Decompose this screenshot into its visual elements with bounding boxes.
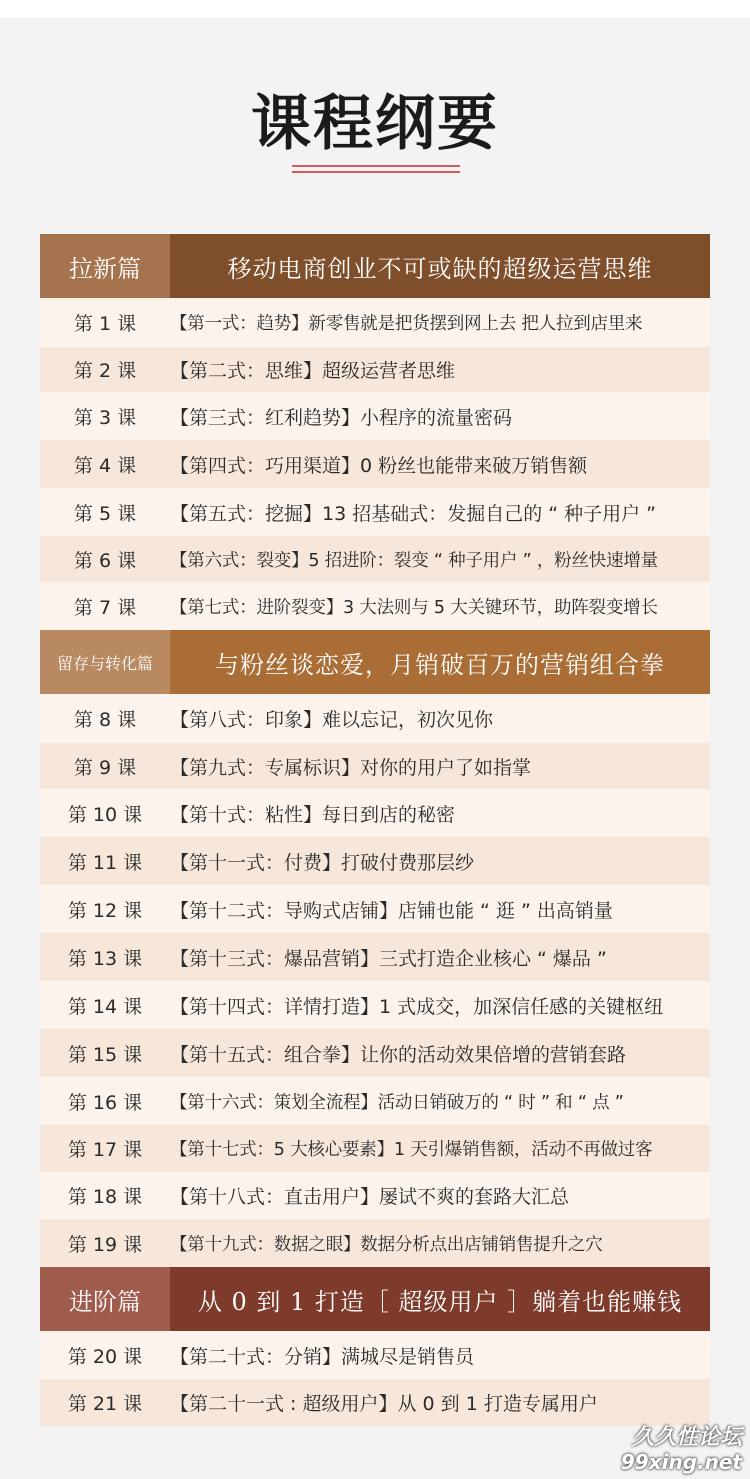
lesson-topic: 【第二式：思维】超级运营者思维 [170, 360, 456, 382]
lesson-number: 第 7 课 [73, 596, 137, 619]
lesson-row [40, 1125, 710, 1172]
section-label: 留存与转化篇 [40, 630, 170, 694]
lesson-row [40, 1029, 710, 1077]
lesson-number: 第 8 课 [73, 709, 137, 731]
lesson-number: 第 12 课 [67, 899, 143, 922]
lesson-row [40, 743, 710, 789]
lesson-number: 第 17 课 [67, 1139, 143, 1161]
lesson-row [40, 488, 710, 536]
lesson-row [40, 1331, 710, 1379]
lesson-topic: 【第十四式：详情打造】1 式成交，加深信任感的关键枢纽 [170, 995, 664, 1018]
lesson-row [40, 789, 710, 837]
section-header [40, 234, 710, 298]
lesson-number: 第 15 课 [67, 1043, 143, 1066]
watermark-url: 99xing.net [620, 1450, 742, 1474]
lesson-row [40, 837, 710, 885]
lesson-topic: 【第十九式：数据之眼】数据分析点出店铺销售提升之穴 [170, 1234, 603, 1255]
lesson-number: 第 21 课 [67, 1393, 143, 1415]
section-header [40, 1267, 710, 1331]
section-label: 拉新篇 [40, 234, 170, 298]
section-heading: 移动电商创业不可或缺的超级运营思维 [170, 234, 710, 298]
section-header [40, 630, 710, 694]
lesson-number: 第 1 课 [73, 313, 137, 335]
title-underline [292, 165, 460, 167]
lesson-number: 第 13 课 [67, 947, 143, 970]
lesson-row [40, 885, 710, 933]
lesson-topic: 【第四式：巧用渠道】0 粉丝也能带来破万销售额 [170, 454, 588, 477]
lesson-row [40, 440, 710, 488]
lesson-row [40, 1379, 710, 1426]
lesson-number: 第 10 课 [67, 803, 143, 826]
lesson-topic: 【第十三式：爆品营销】三式打造企业核心 “ 爆品 ” [170, 947, 607, 970]
lesson-number: 第 20 课 [67, 1345, 143, 1368]
section-label: 进阶篇 [40, 1267, 170, 1331]
lesson-topic: 【第十八式：直击用户】屡试不爽的套路大汇总 [170, 1186, 570, 1208]
lesson-number: 第 16 课 [67, 1091, 143, 1114]
lesson-row [40, 536, 710, 582]
section-heading: 与粉丝谈恋爱，月销破百万的营销组合拳 [170, 630, 710, 694]
lesson-number: 第 2 课 [73, 360, 137, 382]
section-heading: 从 0 到 1 打造［ 超级用户 ］躺着也能赚钱 [170, 1267, 710, 1331]
lesson-topic: 【第十二式：导购式店铺】店铺也能 “ 逛 ” 出高销量 [170, 899, 613, 922]
lesson-row [40, 981, 710, 1029]
lesson-number: 第 18 课 [67, 1186, 143, 1208]
lesson-row [40, 392, 710, 440]
lesson-number: 第 5 课 [73, 502, 137, 525]
lesson-number: 第 14 课 [67, 995, 143, 1018]
lesson-row [40, 694, 710, 743]
lesson-topic: 【第八式：印象】难以忘记，初次见你 [170, 709, 494, 731]
lesson-topic: 【第十一式：付费】打破付费那层纱 [170, 851, 475, 874]
lesson-number: 第 11 课 [67, 851, 143, 874]
lesson-topic: 【第十五式：组合拳】让你的活动效果倍增的营销套路 [170, 1043, 627, 1066]
top-strip [0, 0, 750, 18]
lesson-number: 第 6 课 [73, 549, 137, 572]
page-title: 课程纲要 [251, 89, 499, 159]
lesson-number: 第 3 课 [73, 406, 137, 429]
lesson-topic: 【第一式：趋势】新零售就是把货摆到网上去 把人拉到店里来 [170, 314, 643, 334]
watermark-text: 久久性论坛 [631, 1425, 742, 1450]
title-underline [292, 171, 460, 173]
lesson-row [40, 347, 710, 392]
lesson-row [40, 1172, 710, 1219]
lesson-topic: 【第十式：粘性】每日到店的秘密 [170, 803, 456, 826]
lesson-number: 第 9 课 [73, 756, 137, 779]
lesson-row [40, 1219, 710, 1267]
syllabus-table [40, 234, 710, 1426]
lesson-topic: 【第十六式：策划全流程】活动日销破万的 “ 时 ” 和 “ 点 ” [170, 1092, 624, 1113]
lesson-row [40, 1077, 710, 1125]
lesson-topic: 【第三式：红利趋势】小程序的流量密码 [170, 406, 513, 429]
lesson-topic: 【第九式：专属标识】对你的用户了如指掌 [170, 756, 532, 779]
lesson-number: 第 4 课 [73, 454, 137, 477]
lesson-topic: 【第二十一式 : 超级用户】从 0 到 1 打造专属用户 [170, 1393, 598, 1415]
lesson-topic: 【第十七式：5 大核心要素】1 天引爆销售额，活动不再做过客 [170, 1140, 653, 1160]
lesson-row [40, 298, 710, 347]
lesson-topic: 【第二十式：分销】满城尽是销售员 [170, 1345, 475, 1368]
lesson-number: 第 19 课 [67, 1233, 143, 1256]
lesson-row [40, 933, 710, 981]
lesson-topic: 【第五式：挖掘】13 招基础式：发掘自己的 “ 种子用户 ” [170, 502, 657, 525]
lesson-topic: 【第七式：进阶裂变】3 大法则与 5 大关键环节，助阵裂变增长 [170, 597, 658, 618]
lesson-topic: 【第六式：裂变】5 招进阶：裂变 “ 种子用户 ” ，粉丝快速增量 [170, 550, 658, 571]
lesson-row [40, 582, 710, 630]
watermark [621, 1425, 742, 1473]
